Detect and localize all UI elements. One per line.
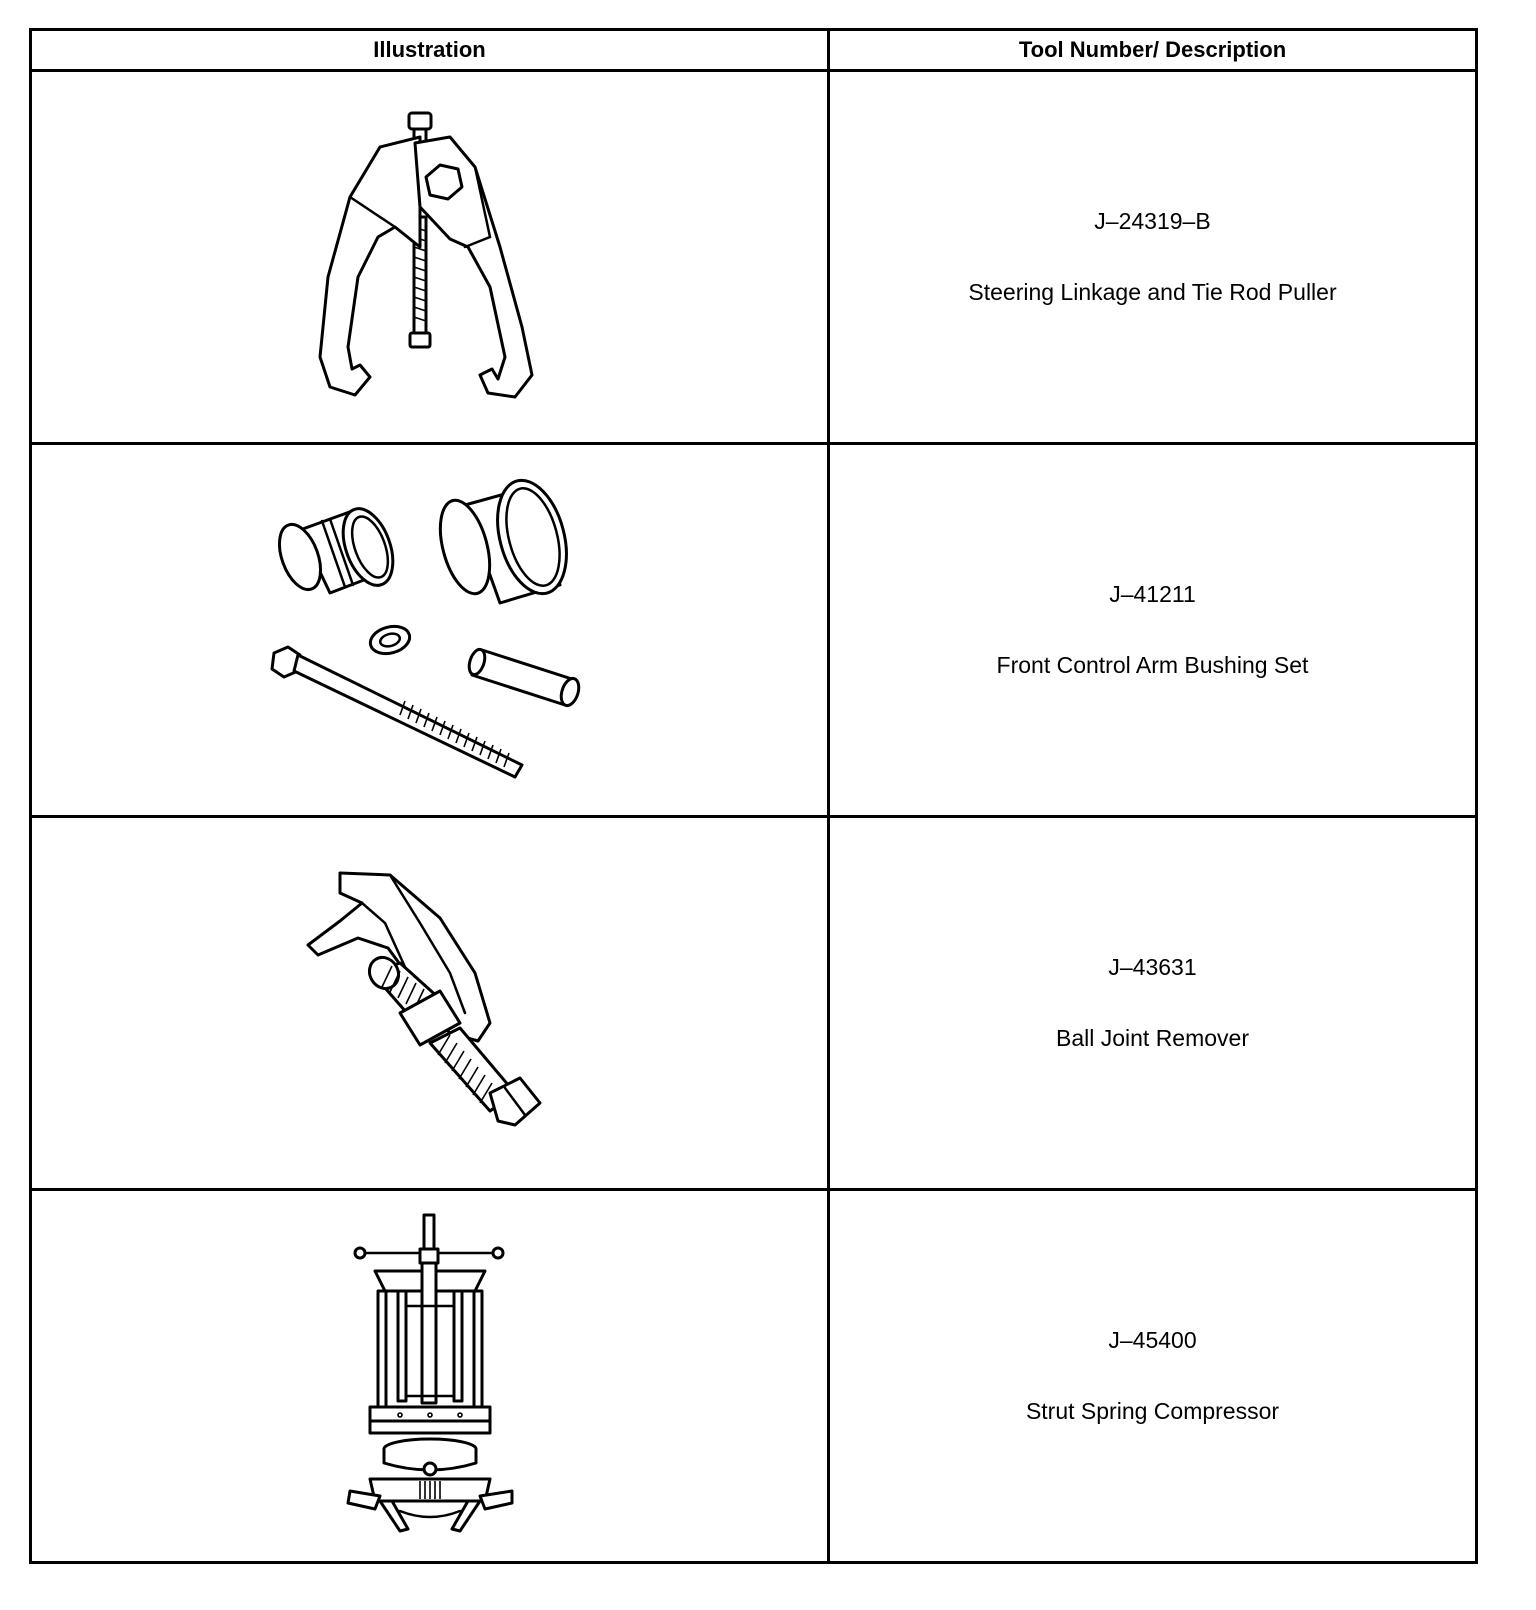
illustration-cell: [31, 444, 829, 817]
description-cell: [829, 817, 1477, 1190]
tie-rod-puller-icon: [300, 107, 560, 407]
tool-description: Front Control Arm Bushing Set: [996, 652, 1309, 678]
table-row: [31, 444, 1477, 817]
header-description: Tool Number/ Description: [829, 30, 1477, 71]
description-cell: [829, 444, 1477, 817]
illustration-cell: [31, 1190, 829, 1563]
special-tools-table: [29, 28, 1478, 1564]
table-row: [31, 71, 1477, 444]
bushing-set-icon: [260, 475, 600, 785]
tool-number: J–24319–B: [1094, 208, 1211, 234]
tool-number: J–45400: [1108, 1327, 1197, 1353]
table-row: [31, 1190, 1477, 1563]
header-row: [31, 30, 1477, 71]
table-row: [31, 817, 1477, 1190]
illustration-cell: [31, 71, 829, 444]
description-cell: [829, 71, 1477, 444]
description-cell: [829, 1190, 1477, 1563]
header-illustration: Illustration: [31, 30, 829, 71]
ball-joint-remover-icon: [300, 863, 560, 1143]
tool-number: J–43631: [1108, 954, 1197, 980]
illustration-cell: [31, 817, 829, 1190]
tool-number: J–41211: [1109, 581, 1196, 607]
spring-compressor-icon: [340, 1211, 520, 1541]
tool-description: Strut Spring Compressor: [1025, 1398, 1280, 1424]
tool-description: Steering Linkage and Tie Rod Puller: [968, 279, 1337, 305]
tool-description: Ball Joint Remover: [1055, 1025, 1250, 1051]
